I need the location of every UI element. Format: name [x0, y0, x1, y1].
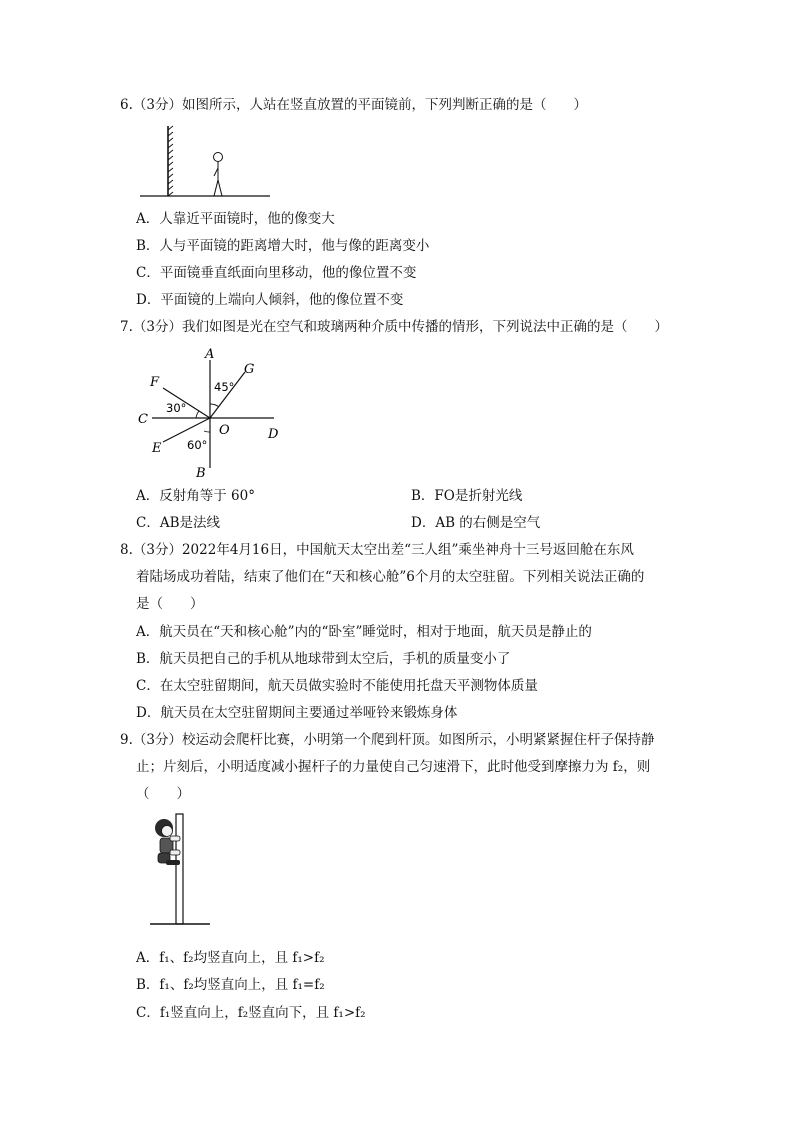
q7-stem: 7.（3分）我们如图是光在空气和玻璃两种介质中传播的情形，下列说法中正确的是（ ）: [120, 319, 668, 335]
angle-60-label: 60°: [187, 438, 208, 452]
q8-option-c: C．在太空驻留期间，航天员做实验时不能使用托盘天平测物体质量: [136, 678, 538, 694]
q8-stem-line3: 是（ ）: [136, 596, 204, 612]
label-b: B: [196, 466, 206, 481]
q6-option-d: D．平面镜的上端向人倾斜，他的像位置不变: [136, 292, 404, 308]
q9-stem-line1: 9.（3分）校运动会爬杆比赛，小明第一个爬到杆顶。如图所示，小明紧紧握住杆子保持静: [120, 732, 655, 748]
angle-45-label: 45°: [214, 380, 235, 394]
q7-option-c: C．AB是法线: [136, 515, 220, 531]
q6-option-c: C．平面镜垂直纸面向里移动，他的像位置不变: [136, 265, 417, 281]
q7-option-a: A．反射角等于 60°: [136, 488, 255, 504]
q6-mirror-figure: [140, 122, 275, 202]
q9-option-b: B．f₁、f₂均竖直向上，且 f₁=f₂: [136, 977, 325, 993]
person-head: [214, 153, 223, 162]
q8-option-a: A．航天员在“天和核心舱”内的“卧室”睡觉时，相对于地面，航天员是静止的: [136, 624, 592, 640]
q8-option-b: B．航天员把自己的手机从地球带到太空后，手机的质量变小了: [136, 651, 511, 667]
q9-stem-line3: （ ）: [136, 786, 190, 802]
q9-stem-line2: 止；片刻后，小明适度减小握杆子的力量使自己匀速滑下，此时他受到摩擦力为 f₂，则: [136, 759, 651, 775]
q8-stem-line2: 着陆场成功着陆，结束了他们在“天和核心舱”6个月的太空驻留。下列相关说法正确的: [136, 569, 645, 585]
q7-option-b: B．FO是折射光线: [411, 488, 523, 504]
q7-light-figure: [130, 342, 290, 482]
label-o: O: [219, 423, 230, 438]
q6-option-b: B．人与平面镜的距离增大时，他与像的距离变小: [136, 238, 430, 254]
q8-stem-line1: 8.（3分）2022年4月16日，中国航天太空出差“三人组”乘坐神舟十三号返回舱在东风: [120, 542, 634, 558]
q9-pole-climber-figure: [140, 810, 230, 935]
label-a: A: [205, 347, 215, 362]
q7-option-d: D．AB 的右侧是空气: [411, 515, 541, 531]
q6-option-a: A．人靠近平面镜时，他的像变大: [136, 211, 335, 227]
label-e: E: [152, 441, 162, 456]
label-d: D: [268, 427, 279, 442]
q8-option-d: D．航天员在太空驻留期间主要通过举哑铃来锻炼身体: [136, 705, 458, 721]
label-f: F: [150, 375, 160, 390]
q9-option-c: C．f₁竖直向上，f₂竖直向下，且 f₁>f₂: [136, 1005, 366, 1021]
label-c: C: [138, 412, 148, 427]
q6-stem: 6.（3分）如图所示，人站在竖直放置的平面镜前，下列判断正确的是（ ）: [120, 97, 587, 113]
label-g: G: [244, 362, 255, 377]
q9-option-a: A．f₁、f₂均竖直向上，且 f₁>f₂: [136, 950, 325, 966]
angle-30-label: 30°: [166, 401, 187, 415]
